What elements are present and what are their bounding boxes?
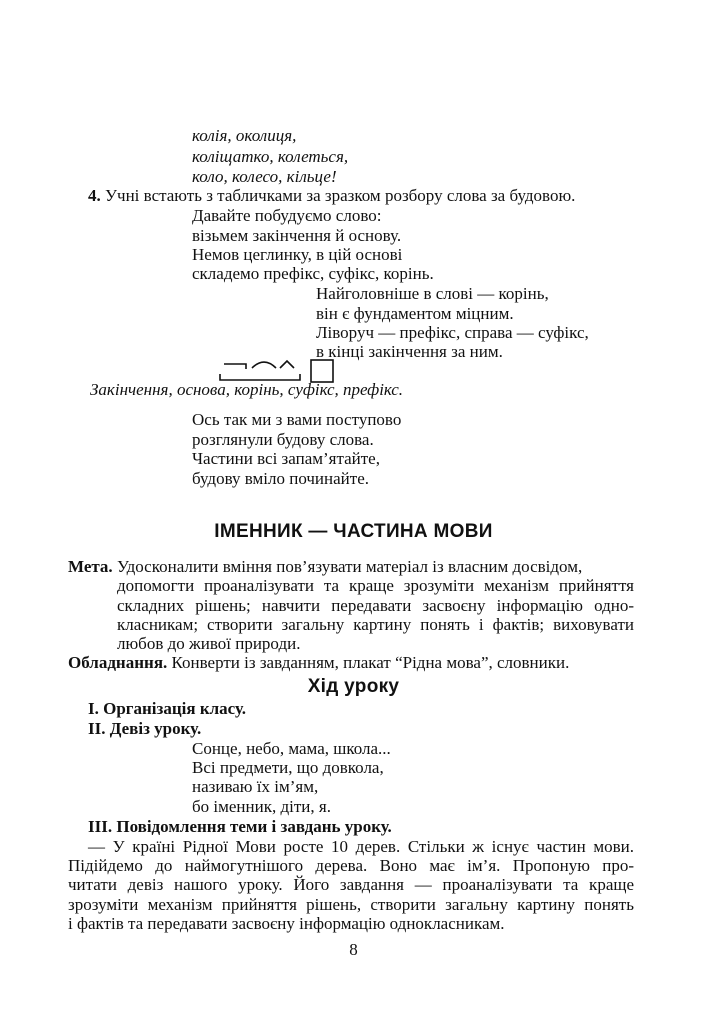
poem-line: Найголовніше в слові — корінь, xyxy=(316,284,549,303)
section-title: ІМЕННИК — ЧАСТИНА МОВИ xyxy=(214,521,493,542)
equipment-text: Конверти із завданням, плакат “Рідна мова”, словники. xyxy=(171,653,570,672)
goal-line: любов до живої природи. xyxy=(117,634,301,653)
paragraph-line: Підійдемо до наймогутнішого дерева. Воно має ім’я. Пропоную про- xyxy=(68,856,634,875)
lesson-progress-title: Хід уроку xyxy=(307,676,400,697)
poem-line: Давайте побудуємо слово: xyxy=(192,206,382,225)
motto-line: Всі предмети, що довкола, xyxy=(192,758,384,777)
stage-2: II. Девіз уроку. xyxy=(88,719,202,738)
goal-label: Мета. xyxy=(68,557,113,576)
prefix-mark-icon xyxy=(224,364,246,369)
task-4-number: 4. xyxy=(88,186,101,205)
root-arc-icon xyxy=(252,362,276,368)
paragraph-line: читати девіз нашого уроку. Його завдання — проаналізувати та краще xyxy=(68,875,634,894)
motto-line: бо іменник, діти, я. xyxy=(192,797,331,816)
goal-line: складних рішень; навчити передавати засвоєну інформацію одно- xyxy=(117,596,634,615)
poem-line: складемо префікс, суфікс, корінь. xyxy=(192,264,434,283)
motto-line: Сонце, небо, мама, школа... xyxy=(192,739,391,758)
equipment-label: Обладнання. xyxy=(68,653,168,672)
poem-line: візьмем закінчення й основу. xyxy=(192,226,402,245)
goal-text: Удосконалити вміння пов’язувати матеріал із власним досвідом, xyxy=(116,557,583,576)
stage-1: I. Організація класу. xyxy=(88,699,247,718)
word-list-line: коліщатко, колеться, xyxy=(192,147,349,166)
word-list-line: колія, околиця, xyxy=(192,126,297,145)
poem-line: розглянули будову слова. xyxy=(192,430,374,449)
poem-line: в кінці закінчення за ним. xyxy=(316,342,503,361)
poem-line: Частини всі запам’ятайте, xyxy=(192,449,380,468)
goal-line: класникам; створити загальну картину понять і фактів; виховувати xyxy=(117,615,634,634)
poem-line: Немов цеглинку, в цій основі xyxy=(192,245,403,264)
page-number: 8 xyxy=(349,940,358,959)
scheme-caption: Закінчення, основа, корінь, суфікс, префікс. xyxy=(90,380,404,399)
task-4 xyxy=(88,186,575,206)
ending-box-icon xyxy=(311,360,333,382)
goal-line-1 xyxy=(68,557,634,577)
equipment xyxy=(68,653,569,673)
motto-line: називаю їх ім’ям, xyxy=(192,777,319,796)
poem-line: він є фундаментом міцним. xyxy=(316,304,514,323)
suffix-mark-icon xyxy=(280,361,294,368)
poem-line: Ось так ми з вами поступово xyxy=(192,410,402,429)
paragraph-line: — У країні Рідної Мови росте 10 дерев. Стільки ж існує частин мови. xyxy=(88,837,634,856)
poem-line: будову вміло починайте. xyxy=(192,469,369,488)
paragraph-line: зрозуміти механізм прийняття рішень, створити загальну картину понять xyxy=(68,895,634,914)
poem-line: Ліворуч — префікс, справа — суфікс, xyxy=(316,323,589,342)
stage-3: III. Повідомлення теми і завдань уроку. xyxy=(88,817,392,836)
goal-line: допомогти проаналізувати та краще зрозуміти механізм прийняття xyxy=(117,576,634,595)
paragraph-line: і фактів та передавати засвоєну інформацію однокласникам. xyxy=(68,914,505,933)
word-list-line: коло, колесо, кільце! xyxy=(192,167,337,186)
task-4-text: Учні встають з табличками за зразком розбору слова за будовою. xyxy=(105,186,576,205)
